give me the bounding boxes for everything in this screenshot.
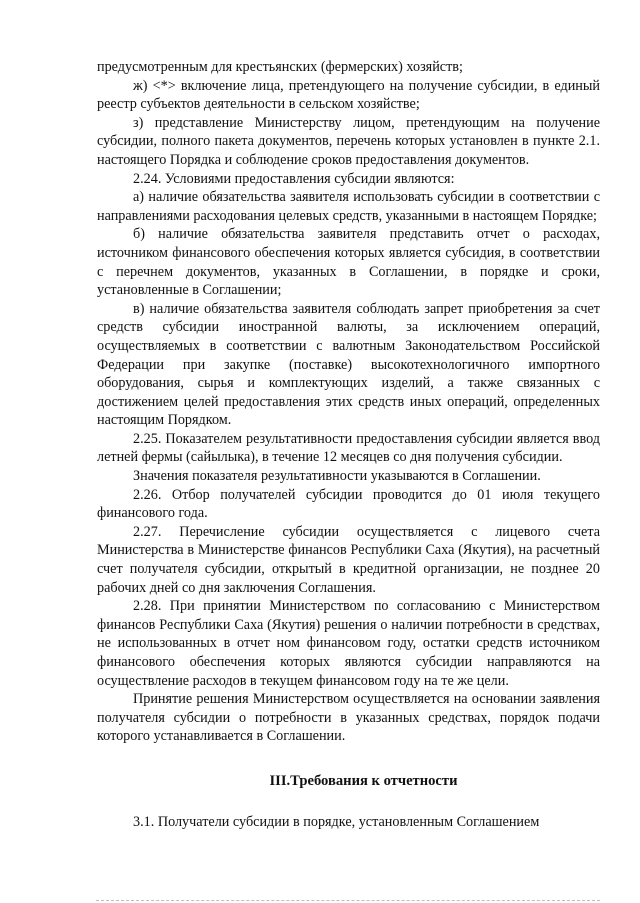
paragraph: з) представление Министерству лицом, претендующим на получение субсидии, полного пакета документов, перечень которых установлен в пункте 2.1. настоящего Порядка и соблюдение сроков предоставления документов. [97, 114, 600, 168]
paragraph: а) наличие обязательства заявителя использовать субсидии в соответствии с направлениями расходования целевых средств, указанными в настоящем Порядке; [97, 189, 600, 224]
paragraphs-after [97, 813, 600, 832]
paragraph: б) наличие обязательства заявителя представить отчет о расходах, источником финансового обеспечения которых является субсидия, в соответствии с перечнем документов, указанных в Соглашении, в порядке и сроки, установленные в Соглашении; [97, 226, 600, 299]
paragraph: 2.24. Условиями предоставления субсидии являются: [133, 170, 455, 187]
page-bottom-edge [96, 900, 600, 901]
paragraph: Принятие решения Министерством осуществляется на основании заявления получателя субсидии о потребности в указанных средствах, порядок подачи которого устанавливается в Соглашении. [97, 691, 600, 745]
paragraph: 2.28. При принятии Министерством по согласованию с Министерством финансов Республики Саха (Якутия) решения о наличии потребности в средствах, не использованных в отчет ном финансовом году, остатки средств источником финансового обеспечения которых являются субсидии направляются на осуществление расходов в текущем финансовом году на те же цели. [97, 598, 600, 689]
paragraph: в) наличие обязательства заявителя соблюдать запрет приобретения за счет средств субсидии иностранной валюты, за исключением операций, осуществляемых в соответствии с валютным Законодательством Российской Федерации при закупке (поставке) высокотехнологичного импортного оборудования, сырья и комплектующих изделий, а также связанных с достижением целей предоставления этих средств иных операций, определенных настоящим Порядком. [97, 300, 600, 429]
paragraph: Значения показателя результативности указываются в Соглашении. [133, 468, 541, 485]
paragraph: 2.27. Перечисление субсидии осуществляется с лицевого счета Министерства в Министерстве финансов Республики Саха (Якутия), на расчетный счет получателя субсидии, открытый в кредитной организации, не позднее 20 рабочих дней со дня заключения Соглашения. [97, 523, 600, 596]
paragraph: 2.25. Показателем результативности предоставления субсидии является ввод летней фермы (сайылыка), в течение 12 месяцев со дня получения субсидии. [97, 430, 600, 466]
section-heading: III.Требования к отчетности [269, 772, 458, 789]
paragraphs-before [97, 58, 600, 746]
paragraph: ж) <*> включение лица, претендующего на получение субсидии, в единый реестр субъектов деятельности в сельском хозяйстве; [97, 77, 600, 113]
paragraph: предусмотренным для крестьянских (фермерских) хозяйств; [97, 59, 463, 75]
paragraph: 3.1. Получатели субсидии в порядке, установленным Соглашением [133, 813, 540, 830]
paragraph: 2.26. Отбор получателей субсидии проводится до 01 июля текущего финансового года. [97, 486, 600, 522]
